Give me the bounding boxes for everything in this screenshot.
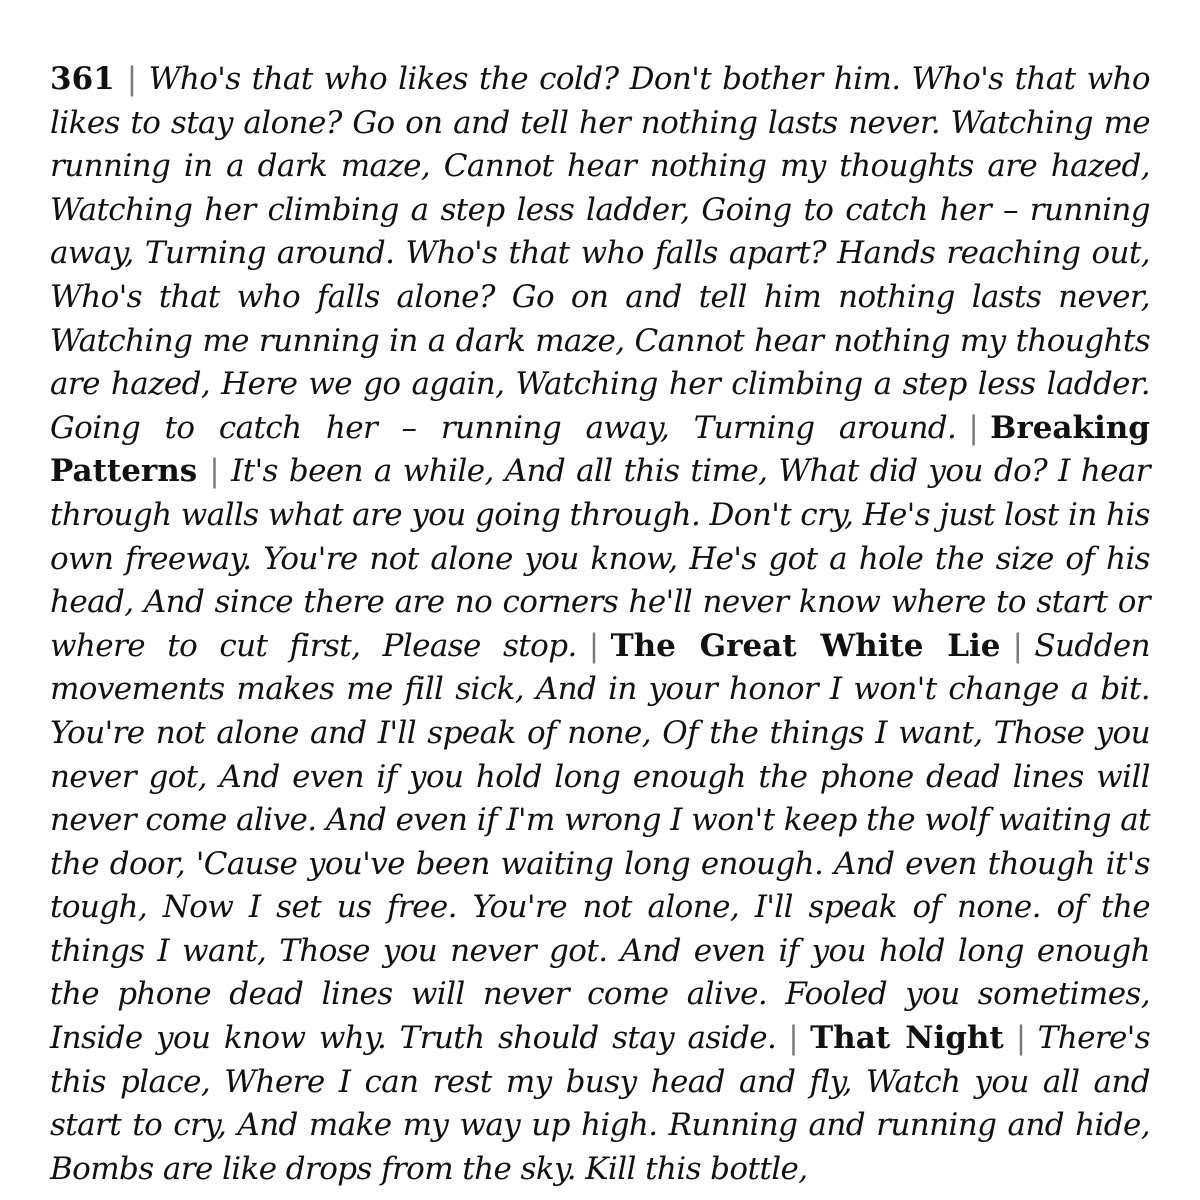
separator: | <box>968 409 979 446</box>
song-title-breaking-patterns: Breaking Patterns <box>50 409 1150 490</box>
song-lyrics-that-night: There's this place, Where I can rest my busy head and fly, Watch you all and start to cry, And make my way up high. Running and running and hide, Bombs are like drops from the sky. Kill this bottle, <box>50 1020 1151 1187</box>
separator: | <box>588 627 599 664</box>
separator: | <box>1015 1020 1026 1057</box>
song-lyrics-the-great-white-lie: Sudden movements makes me fill sick, And in your honor I won't change a bit. You're not alone and I'll speak of none, Of the things I want, Those you never got, And even if you hold long enough the phone dead lines will never come alive. And even if I'm wrong I won't keep the wolf waiting at the door, 'Cause you've been waiting long enough. And even though it's tough, Now I set us free. You're not alone, I'll speak of none. of the things I want, Those you never got. And even if you hold long enough the phone dead lines will never come alive. Fooled you sometimes, Inside you know why. Truth should stay aside. <box>50 627 1150 1057</box>
song-title-361: 361 <box>50 61 115 97</box>
separator: | <box>209 453 220 490</box>
lyrics-block <box>50 58 1150 1191</box>
song-title-that-night: That Night <box>810 1020 1004 1057</box>
song-lyrics-breaking-patterns: It's been a while, And all this time, What did you do? I hear through walls what are you going through. Don't cry, He's just lost in his own freeway. You're not alone you know, He's got a hole the size of his head, And since there are no corners he'll never know where to start or where to cut first, Please stop. <box>50 453 1150 664</box>
lyrics-page <box>50 58 1151 1187</box>
song-title-the-great-white-lie: The Great White Lie <box>610 627 1001 664</box>
separator: | <box>788 1020 799 1057</box>
separator: | <box>126 61 137 97</box>
song-lyrics-361: Who's that who likes the cold? Don't bother him. Who's that who likes to stay alone? Go on and tell her nothing lasts never. Watching me running in a dark maze, Cannot hear nothing my thoughts are hazed, Watching her climbing a step less ladder, Going to catch her – running away, Turning around. Who's that who falls apart? Hands reaching out, Who's that who falls alone? Go on and tell him nothing lasts never, Watching me running in a dark maze, Cannot hear nothing my thoughts are hazed, Here we go again, Watching her climbing a step less ladder. Going to catch her – running away, Turning around. <box>50 61 1150 446</box>
separator: | <box>1012 627 1023 664</box>
